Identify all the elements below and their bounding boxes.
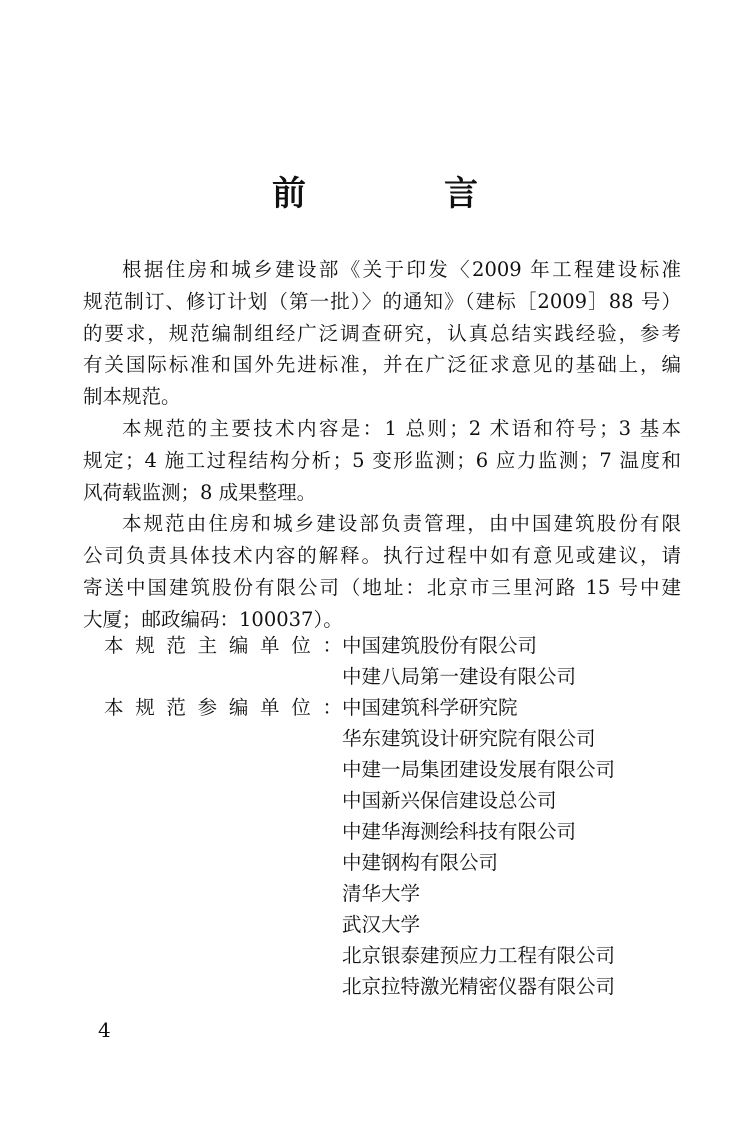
organization-name: 中国建筑股份有限公司 (342, 634, 538, 657)
paragraph-line: 寄送中国建筑股份有限公司（地址：北京市三里河路 15 号中建 (83, 575, 681, 599)
participating-units-row (0, 940, 750, 971)
organization-name: 中建一局集团建设发展有限公司 (342, 758, 616, 781)
paragraph-line: 大厦；邮政编码：100037）。 (83, 607, 343, 631)
participating-units-row (0, 754, 750, 785)
paragraph-line: 公司负责具体技术内容的解释。执行过程中如有意见或建议，请 (83, 544, 681, 568)
participating-units-row (0, 816, 750, 847)
organization-name: 中国建筑科学研究院 (342, 696, 518, 719)
organization-name: 北京银泰建预应力工程有限公司 (342, 944, 616, 967)
participating-units-row (0, 909, 750, 940)
paragraph-line: 规定；4 施工过程结构分析；5 变形监测；6 应力监测；7 温度和 (83, 448, 681, 472)
participating-units-row (0, 847, 750, 878)
page-title: 前 言 (272, 174, 530, 214)
organization-name: 中建八局第一建设有限公司 (342, 665, 577, 688)
participating-units-row (0, 878, 750, 909)
participating-units-row (0, 785, 750, 816)
paragraph-line: 本规范由住房和城乡建设部负责管理，由中国建筑股份有限 (122, 512, 681, 536)
participating-units-label: 本规范参编单位： (104, 696, 342, 719)
paragraph-line: 有关国际标准和国外先进标准，并在广泛征求意见的基础上，编 (83, 353, 681, 377)
organization-name: 北京拉特激光精密仪器有限公司 (342, 975, 616, 998)
paragraph-line: 根据住房和城乡建设部《关于印发〈2009 年工程建设标准 (122, 258, 681, 281)
participating-units-row (0, 692, 750, 723)
paragraph-line: 规范制订、修订计划（第一批）〉的通知》（建标［2009］88 号） (83, 289, 681, 313)
chief-units-row (0, 630, 750, 661)
paragraph-line: 风荷载监测；8 成果整理。 (83, 480, 317, 504)
preface-body (83, 254, 681, 636)
organization-name: 中国新兴保信建设总公司 (342, 789, 557, 812)
organization-name: 武汉大学 (342, 913, 421, 936)
chief-units-label: 本规范主编单位： (104, 634, 342, 657)
organization-name: 清华大学 (342, 882, 421, 905)
paragraph-line: 的要求，规范编制组经广泛调查研究，认真总结实践经验，参考 (83, 321, 681, 345)
organization-name: 中建华海测绘科技有限公司 (342, 820, 577, 843)
participating-units-row (0, 723, 750, 754)
paragraph-line: 制本规范。 (83, 385, 181, 409)
chief-units-row (0, 661, 750, 692)
paragraph-line: 本规范的主要技术内容是：1 总则；2 术语和符号；3 基本 (122, 416, 681, 440)
participating-units-row (0, 971, 750, 1002)
organization-name: 中建钢构有限公司 (342, 851, 499, 874)
organizations (0, 630, 750, 1002)
organization-name: 华东建筑设计研究院有限公司 (342, 727, 596, 750)
page-number: 4 (98, 1018, 111, 1042)
